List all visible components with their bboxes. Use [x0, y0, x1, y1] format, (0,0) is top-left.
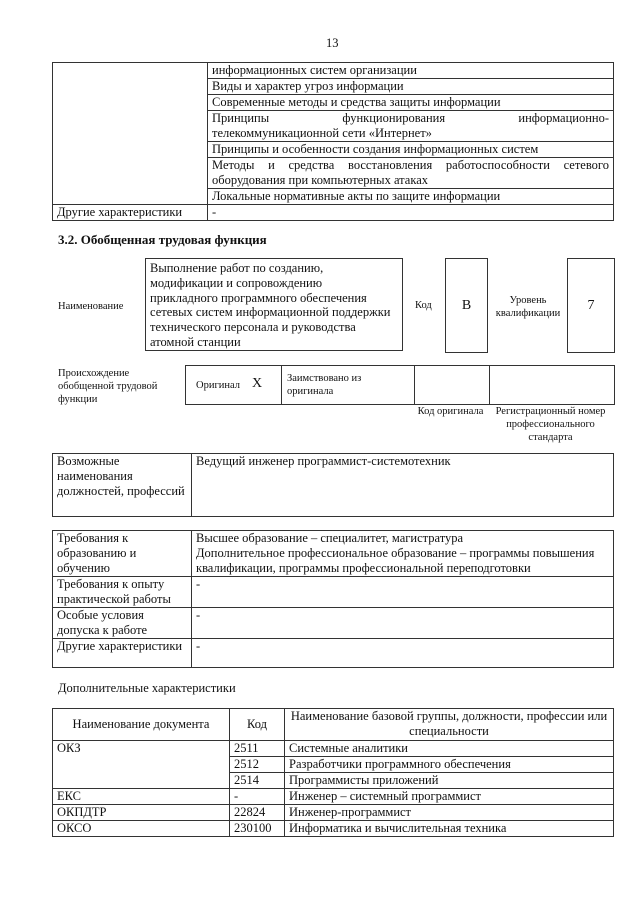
reg-number-caption: Регистрационный номер профессионального стандарта [495, 406, 606, 443]
table-cell: Требования к образованию и обучению [53, 531, 192, 577]
table-cell: Инженер-программист [285, 805, 614, 821]
table-cell: Ведущий инженер программист-системотехник [192, 454, 614, 517]
table-cell: - [230, 789, 285, 805]
origin-label: Происхождение обобщенной трудовой функции [58, 368, 158, 405]
table-cell: 22824 [230, 805, 285, 821]
table-row [53, 805, 614, 821]
requirements-table [52, 530, 614, 668]
table-cell: - [192, 639, 614, 668]
table-cell: Другие характеристики [53, 639, 192, 668]
table-cell: Информатика и вычислительная техника [285, 821, 614, 837]
table-cell: - [208, 205, 614, 221]
cell-line: Дополнительное профессиональное образование – программы повышения квалификации, программы профессиональной переподготовки [196, 546, 595, 575]
table-cell: - [192, 577, 614, 608]
level-value: 7 [567, 258, 615, 353]
table-cell [192, 531, 614, 577]
function-name-box [145, 258, 403, 351]
table-cell: 2511 [230, 741, 285, 757]
original-label: Оригинал [196, 380, 240, 391]
table-cell: ОКПДТР [53, 805, 230, 821]
name-line: модификации и сопровождению [150, 275, 323, 290]
cell-line: Высшее образование – специалитет, магистратура [196, 531, 464, 545]
table-row [53, 821, 614, 837]
cell-line: оборудования при компьютерных атаках [212, 173, 429, 187]
section-heading: 3.2. Обобщенная трудовая функция [58, 232, 267, 247]
code-value: B [445, 258, 488, 353]
header-cell: Код [230, 709, 285, 741]
name-line: прикладного программного обеспечения [150, 290, 367, 305]
table-cell: Разработчики программного обеспечения [285, 757, 614, 773]
table-cell: Особые условия допуска к работе [53, 608, 192, 639]
table-cell: Системные аналитики [285, 741, 614, 757]
table-cell: Виды и характер угроз информации [208, 79, 614, 95]
positions-table [52, 453, 614, 517]
header-cell: Наименование документа [53, 709, 230, 741]
name-line: атомной станции [150, 334, 241, 349]
table-row [53, 741, 614, 757]
additional-title: Дополнительные характеристики [58, 681, 236, 695]
table-cell: ОКЗ [53, 741, 230, 789]
table-cell: Другие характеристики [53, 205, 208, 221]
borrowed-label: Заимствовано из оригинала [287, 373, 362, 397]
code-label: Код [415, 300, 432, 311]
table-cell: 2512 [230, 757, 285, 773]
table-cell: Возможные наименования должностей, профессий [53, 454, 192, 517]
table-cell: 2514 [230, 773, 285, 789]
table-cell: ЕКС [53, 789, 230, 805]
table-cell: 230100 [230, 821, 285, 837]
table-cell: Принципы и особенности создания информационных систем [208, 142, 614, 158]
name-line: технического персонала и руководства [150, 320, 356, 335]
table-cell: Локальные нормативные акты по защите информации [208, 189, 614, 205]
table-cell: ОКСО [53, 821, 230, 837]
knowledge-table [52, 62, 614, 221]
table-cell [208, 111, 614, 142]
cell-line: телекоммуникационной сети «Интернет» [212, 126, 432, 140]
additional-table [52, 708, 614, 837]
table-cell: Инженер – системный программист [285, 789, 614, 805]
cell-line: Методы и средства восстановления работоспособности сетевого [212, 158, 609, 172]
table-cell: - [192, 608, 614, 639]
page-number: 13 [326, 36, 339, 50]
name-label: Наименование [58, 301, 124, 312]
name-line: Выполнение работ по созданию, [150, 261, 324, 275]
origin-table [185, 365, 615, 405]
table-cell: Требования к опыту практической работы [53, 577, 192, 608]
original-mark: X [252, 376, 263, 391]
table-cell: Программисты приложений [285, 773, 614, 789]
table-cell: информационных систем организации [208, 63, 614, 79]
name-line: сетевых систем информационной поддержки [150, 305, 391, 320]
original-code-caption: Код оригинала [417, 406, 484, 417]
level-label: Уровень квалификации [495, 295, 561, 319]
table-row [53, 789, 614, 805]
header-cell: Наименование базовой группы, должности, профессии или специальности [285, 709, 614, 741]
table-cell: Современные методы и средства защиты информации [208, 95, 614, 111]
cell-line: Принципы функционирования информационно- [212, 111, 609, 125]
table-cell [208, 158, 614, 189]
